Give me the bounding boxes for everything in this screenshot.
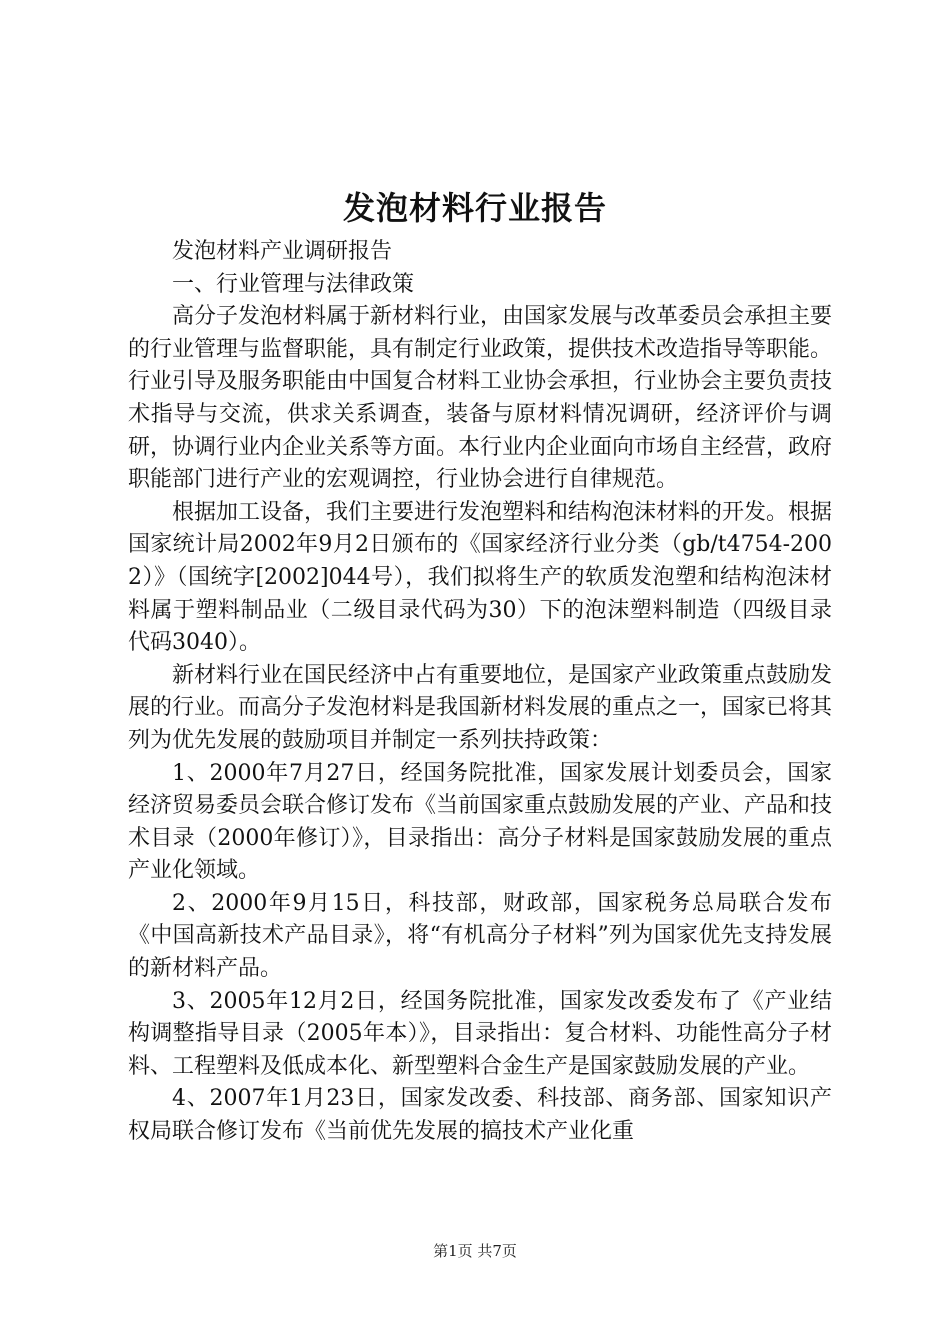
- paragraph-policy-1: 1、2000年7月27日，经国务院批准，国家发展计划委员会，国家经济贸易委员会联合修订发布《当前国家重点鼓励发展的产业、产品和技术目录（2000年修订）》，目录指出：高分子材料是国家鼓励发展的重点产业化领域。: [128, 760, 833, 884]
- paragraph-section-heading: 一、行业管理与法律政策: [172, 271, 415, 297]
- paragraph-policy-2: 2、2000年9月15日，科技部，财政部，国家税务总局联合发布《中国高新技术产品目录》，将“有机高分子材料”列为国家优先支持发展的新材料产品。: [128, 890, 832, 982]
- paragraph-policy-intro: 新材料行业在国民经济中占有重要地位，是国家产业政策重点鼓励发展的行业。而高分子发泡材料是我国新材料发展的重点之一，国家已将其列为优先发展的鼓励项目并制定一系列扶持政策：: [128, 662, 833, 753]
- paragraph-policy-4: 4、2007年1月23日，国家发改委、科技部、商务部、国家知识产权局联合修订发布《当前优先发展的搞技术产业化重: [128, 1086, 832, 1145]
- document-body: [128, 236, 832, 1149]
- paragraph-classification: 根据加工设备，我们主要进行发泡塑料和结构泡沫材料的开发。根据国家统计局2002年9月2日颁布的《国家经济行业分类（gb/t4754-2002）》（国统字[2002]044号），我们拟将生产的软质发泡塑和结构泡沫材料属于塑料制品业（二级目录代码为30）下的泡沫塑料制造（四级目录代码3040）。: [128, 499, 833, 656]
- paragraph-policy-3: 3、2005年12月2日，经国务院批准，国家发改委发布了《产业结构调整指导目录（2005年本）》，目录指出：复合材料、功能性高分子材料、工程塑料及低成本化、新型塑料合金生产是国家鼓励发展的产业。: [128, 988, 832, 1079]
- document-title: 发泡材料行业报告: [342, 189, 607, 227]
- paragraph-subtitle: 发泡材料产业调研报告: [172, 239, 393, 264]
- page-footer: 第1页 共7页: [433, 1242, 517, 1260]
- paragraph-industry-management: 高分子发泡材料属于新材料行业，由国家发展与改革委员会承担主要的行业管理与监督职能，具有制定行业政策，提供技术改造指导等职能。行业引导及服务职能由中国复合材料工业协会承担，行业协会主要负责技术指导与交流，供求关系调查，装备与原材料情况调研，经济评价与调研，协调行业内企业关系等方面。本行业内企业面向市场自主经营，政府职能部门进行产业的宏观调控，行业协会进行自律规范。: [128, 304, 833, 493]
